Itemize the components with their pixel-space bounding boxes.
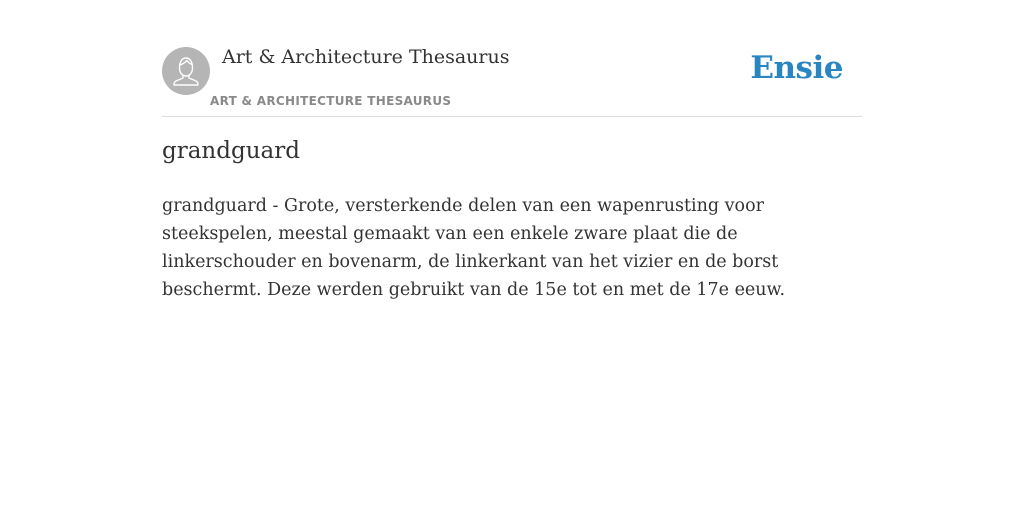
definition-text: grandguard - Grote, versterkende delen van een wapenrusting voor steekspelen, meestal gemaakt van een enkele zware plaat die de linkerschouder en bovenarm, de linkerkant van het vizier en de borst beschermt. Deze werden gebruikt van de 15e tot en met de 17e eeuw. bbox=[162, 196, 786, 300]
entry-header bbox=[162, 0, 862, 117]
source-label: ART & ARCHITECTURE THESAURUS bbox=[210, 94, 452, 108]
author-name[interactable]: Art & Architecture Thesaurus bbox=[222, 46, 510, 68]
entry-card bbox=[162, 0, 862, 300]
user-placeholder-icon bbox=[162, 47, 210, 95]
page-title: grandguard bbox=[162, 138, 300, 164]
avatar[interactable] bbox=[162, 47, 210, 95]
ensie-logo[interactable]: Ensie bbox=[750, 50, 843, 86]
